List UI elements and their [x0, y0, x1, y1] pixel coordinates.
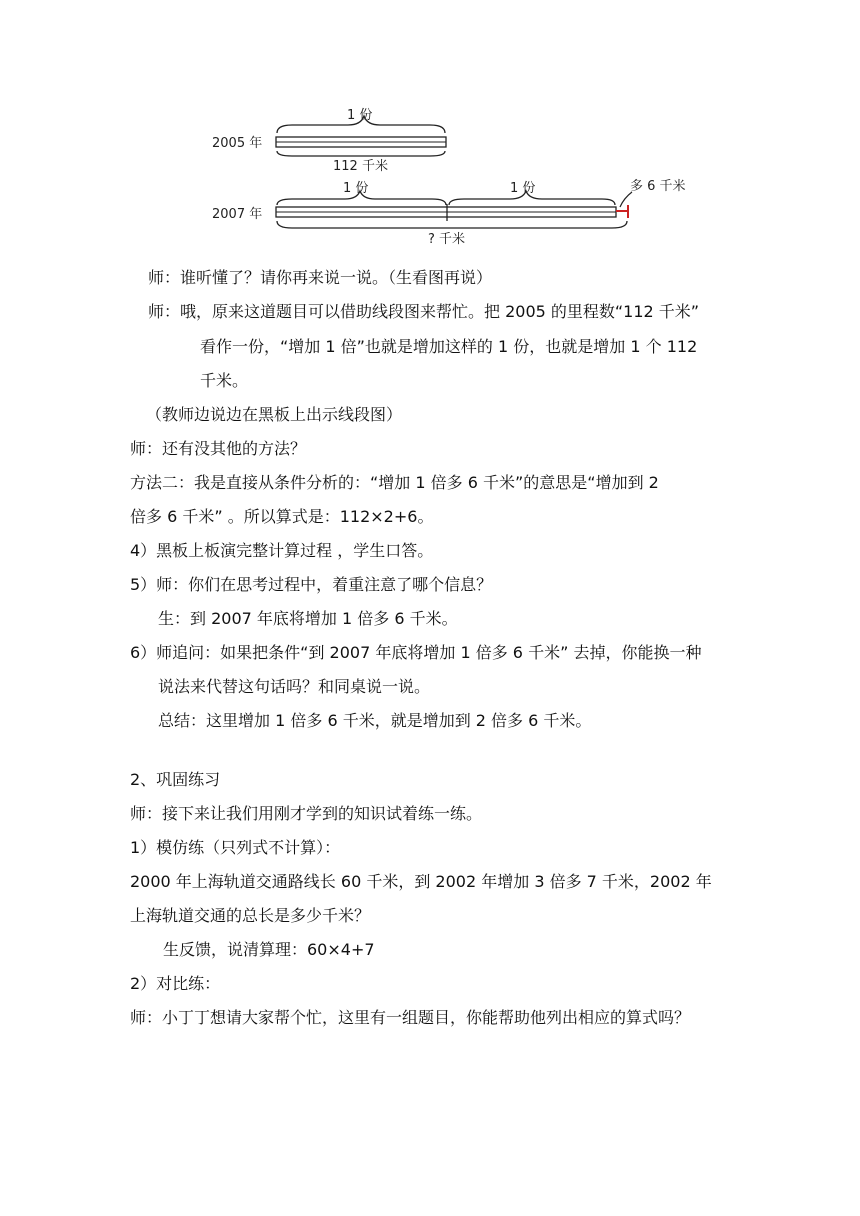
text-line: 6）师追问：如果把条件“到 2007 年底将增加 1 倍多 6 千米” 去掉，你能换一种 — [130, 643, 702, 662]
text-line: 倍多 6 千米” 。所以算式是：112×2+6。 — [130, 507, 434, 526]
text-line: 师：还有没其他的方法？ — [130, 439, 307, 458]
brace-2007-top-a — [277, 191, 446, 205]
text-line: 千米。 — [200, 371, 249, 390]
text-line: 1）模仿练（只列式不计算）： — [130, 838, 341, 857]
unit-2005-label: 1 份 — [347, 108, 373, 123]
extra-6km-label: 多 6 千米 — [630, 179, 686, 194]
text-line: 生反馈，说清算理：60×4+7 — [163, 940, 375, 959]
text-line: 说法来代替这句话吗？和同桌说一说。 — [158, 677, 431, 696]
extra-pointer — [620, 192, 632, 207]
text-line: 5）师：你们在思考过程中，着重注意了哪个信息？ — [130, 575, 493, 594]
text-line: 2000 年上海轨道交通路线长 60 千米，到 2002 年增加 3 倍多 7 千米，2002 年 — [130, 872, 712, 891]
text-line: 上海轨道交通的总长是多少千米？ — [130, 906, 371, 925]
brace-2005-bottom — [277, 151, 445, 156]
year-2007-label: 2007 年 — [212, 207, 263, 222]
text-line: 2）对比练： — [130, 974, 221, 993]
unit-2007-label-b: 1 份 — [510, 181, 536, 196]
text-line: 方法二：我是直接从条件分析的：“增加 1 倍多 6 千米”的意思是“增加到 2 — [130, 473, 659, 492]
year-2005-label: 2005 年 — [212, 136, 263, 151]
total-km-label: ? 千米 — [428, 232, 466, 247]
text-line: 生：到 2007 年底将增加 1 倍多 6 千米。 — [158, 609, 458, 628]
brace-2007-bottom — [277, 221, 627, 228]
unit-2007-label-a: 1 份 — [343, 181, 369, 196]
text-line: 看作一份，“增加 1 倍”也就是增加这样的 1 份，也就是增加 1 个 112 — [200, 337, 698, 356]
section-heading: 2、巩固练习 — [130, 770, 221, 789]
text-line: 总结：这里增加 1 倍多 6 千米，就是增加到 2 倍多 6 千米。 — [158, 711, 592, 730]
km-2005-label: 112 千米 — [333, 159, 388, 174]
text-line: 师：谁听懂了？请你再来说一说。（生看图再说） — [148, 268, 493, 287]
text-line: 师：哦，原来这道题目可以借助线段图来帮忙。把 2005 的里程数“112 千米” — [148, 302, 700, 321]
text-line: 4）黑板上板演完整计算过程 ，学生口答。 — [130, 541, 434, 560]
text-line: （教师边说边在黑板上出示线段图） — [146, 405, 403, 424]
text-line: 师：接下来让我们用刚才学到的知识试着练一练。 — [130, 804, 483, 823]
text-line: 师：小丁丁想请大家帮个忙，这里有一组题目，你能帮助他列出相应的算式吗？ — [130, 1008, 691, 1027]
line-segment-diagram — [0, 0, 860, 270]
